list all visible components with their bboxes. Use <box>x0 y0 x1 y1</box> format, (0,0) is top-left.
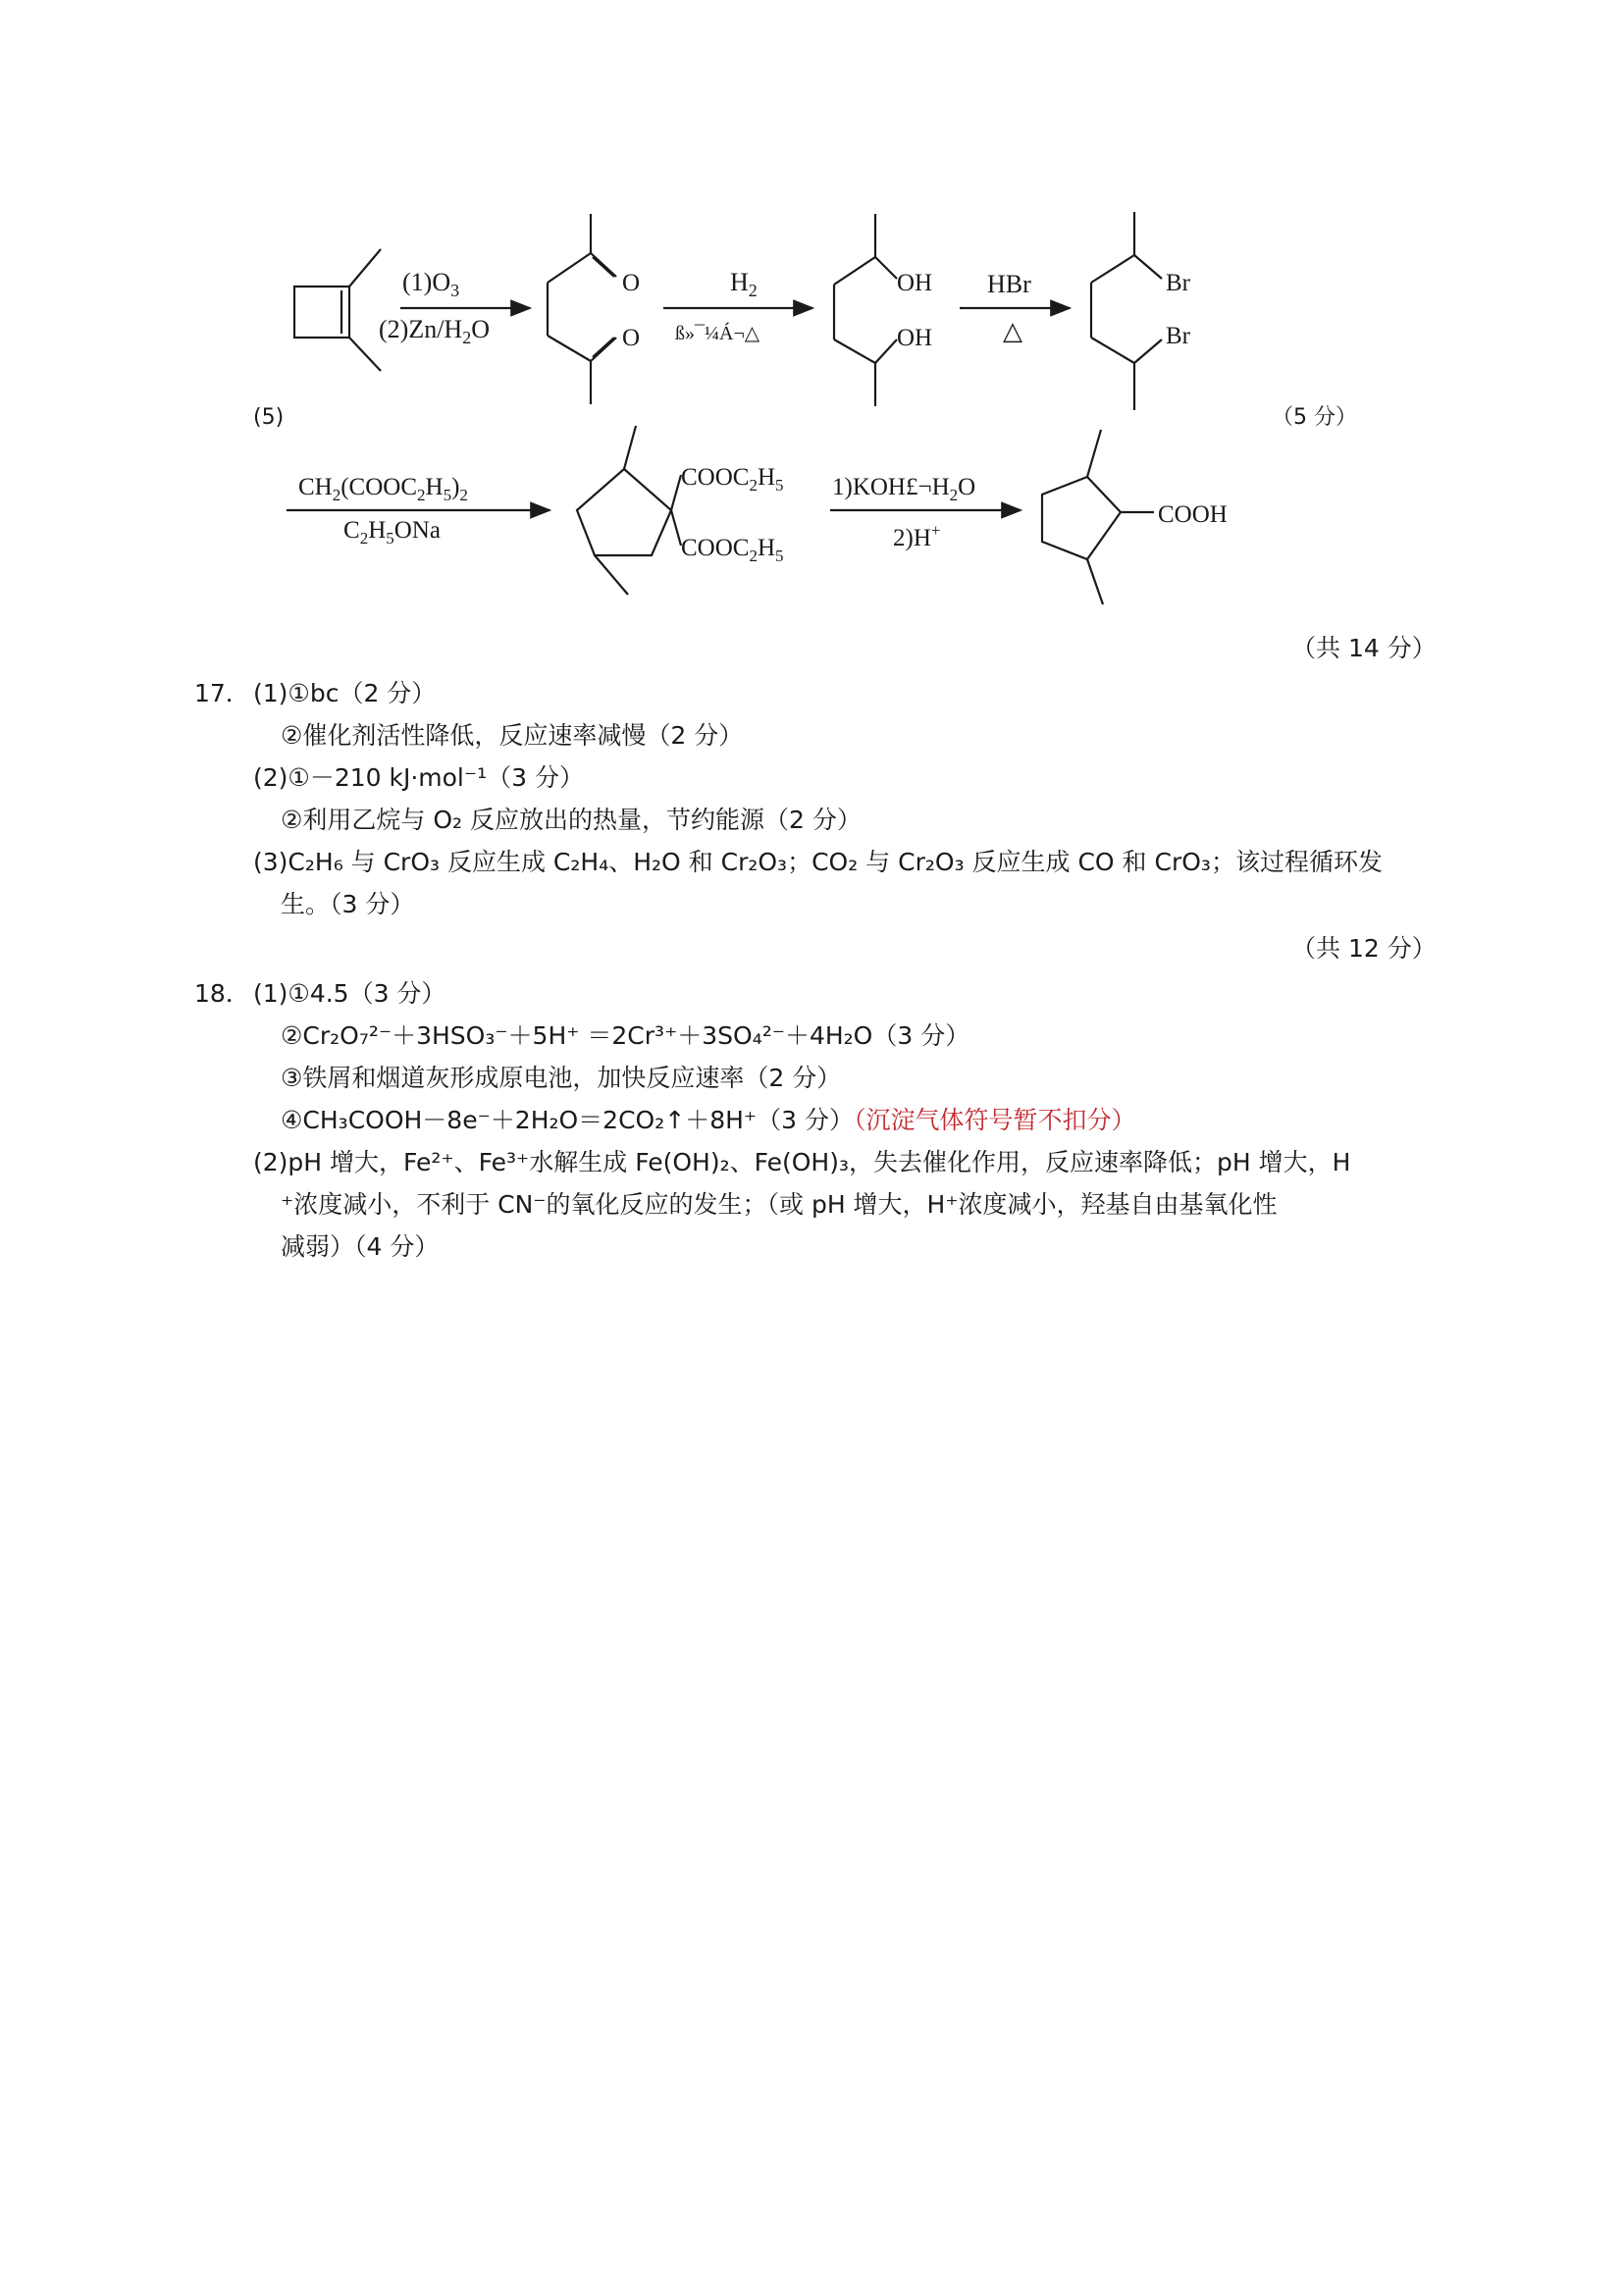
q17-line-6: 生。（3 分） <box>281 890 415 918</box>
question-18-number: 18． <box>194 979 250 1008</box>
part-5-label: (5) <box>253 405 285 430</box>
ester-label-2: $COOC_2H_5$ <box>681 535 784 565</box>
arrow4-bottom-label: $C_2H_5ONa$ <box>343 517 441 548</box>
reaction-scheme <box>0 0 1623 687</box>
question-17-number: 17． <box>194 679 250 707</box>
cyclobutene-structure <box>294 249 381 371</box>
q17-line-4: ②利用乙烷与 O₂ 反应放出的热量，节约能源（2 分） <box>281 806 862 834</box>
arrow2-top-label: $H_2$ <box>730 268 758 300</box>
q18-line-2: ②Cr₂O₇²⁻＋3HSO₃⁻＋5H⁺ ＝2Cr³⁺＋3SO₄²⁻＋4H₂O（3 分） <box>281 1021 970 1050</box>
ketone-o1: O <box>622 270 641 296</box>
arrow3-bottom-label: △ <box>1003 317 1022 345</box>
q18-line-4 <box>281 1104 1135 1137</box>
arrow1-bottom-label: $(2)Zn/H_2O$ <box>379 315 490 347</box>
dibromide-br1: Br <box>1166 270 1190 296</box>
q18-grading-note: （沉淀气体符号暂不扣分） <box>853 1106 1136 1134</box>
dibromide-structure <box>1091 212 1162 410</box>
arrow3-top-label: HBr <box>987 270 1031 298</box>
acid-label: COOH <box>1158 501 1228 528</box>
diester-structure <box>577 426 681 595</box>
q18-line-5: (2)pH 增大，Fe²⁺、Fe³⁺水解生成 Fe(OH)₂、Fe(OH)₃，失去催化作用，反应速率降低；pH 增大，H <box>253 1148 1351 1176</box>
arrow5-bottom-label: 2)H+ <box>893 521 941 551</box>
acid-structure <box>1042 430 1154 604</box>
arrow4-top-label: $CH_2(COOC_2H_5)_2$ <box>298 474 468 504</box>
ester-label-1: $COOC_2H_5$ <box>681 464 784 495</box>
diol-oh1: OH <box>897 270 933 296</box>
question-16-total: （共 14 分） <box>1291 634 1437 662</box>
q18-line-4-text: ④CH₃COOH－8e⁻＋2H₂O＝2CO₂↑＋8H⁺（3 分） <box>281 1106 854 1134</box>
q17-line-1: (1)①bc（2 分） <box>253 679 437 707</box>
q17-line-5: (3)C₂H₆ 与 CrO₃ 反应生成 C₂H₄、H₂O 和 Cr₂O₃；CO₂ 与 Cr₂O₃ 反应生成 CO 和 CrO₃；该过程循环发 <box>253 848 1383 876</box>
q18-line-7: 减弱）（4 分） <box>281 1232 440 1261</box>
arrow2-bottom-label: ß»¯¼Á¬△ <box>675 323 760 344</box>
q17-line-2: ②催化剂活性降低，反应速率减慢（2 分） <box>281 721 744 750</box>
diol-structure <box>834 214 897 406</box>
diketone-structure <box>548 214 616 404</box>
q18-line-3: ③铁屑和烟道灰形成原电池，加快反应速率（2 分） <box>281 1064 842 1092</box>
q17-line-3: (2)①－210 kJ·mol⁻¹（3 分） <box>253 763 584 792</box>
arrow5-top-label: $1)KOH£\neg H_2O$ <box>832 474 976 504</box>
q18-line-6: ⁺浓度减小，不利于 CN⁻的氧化反应的发生；（或 pH 增大，H⁺浓度减小，羟基自由基氧化性 <box>281 1190 1278 1219</box>
question-17-total: （共 12 分） <box>1291 934 1437 963</box>
arrow1-top-label: $(1)O_3$ <box>402 268 460 300</box>
diol-oh2: OH <box>897 325 933 351</box>
part-5-score: （5 分） <box>1272 405 1357 430</box>
ketone-o2: O <box>622 325 641 351</box>
q18-line-1: (1)①4.5（3 分） <box>253 979 446 1008</box>
dibromide-br2: Br <box>1166 323 1190 349</box>
